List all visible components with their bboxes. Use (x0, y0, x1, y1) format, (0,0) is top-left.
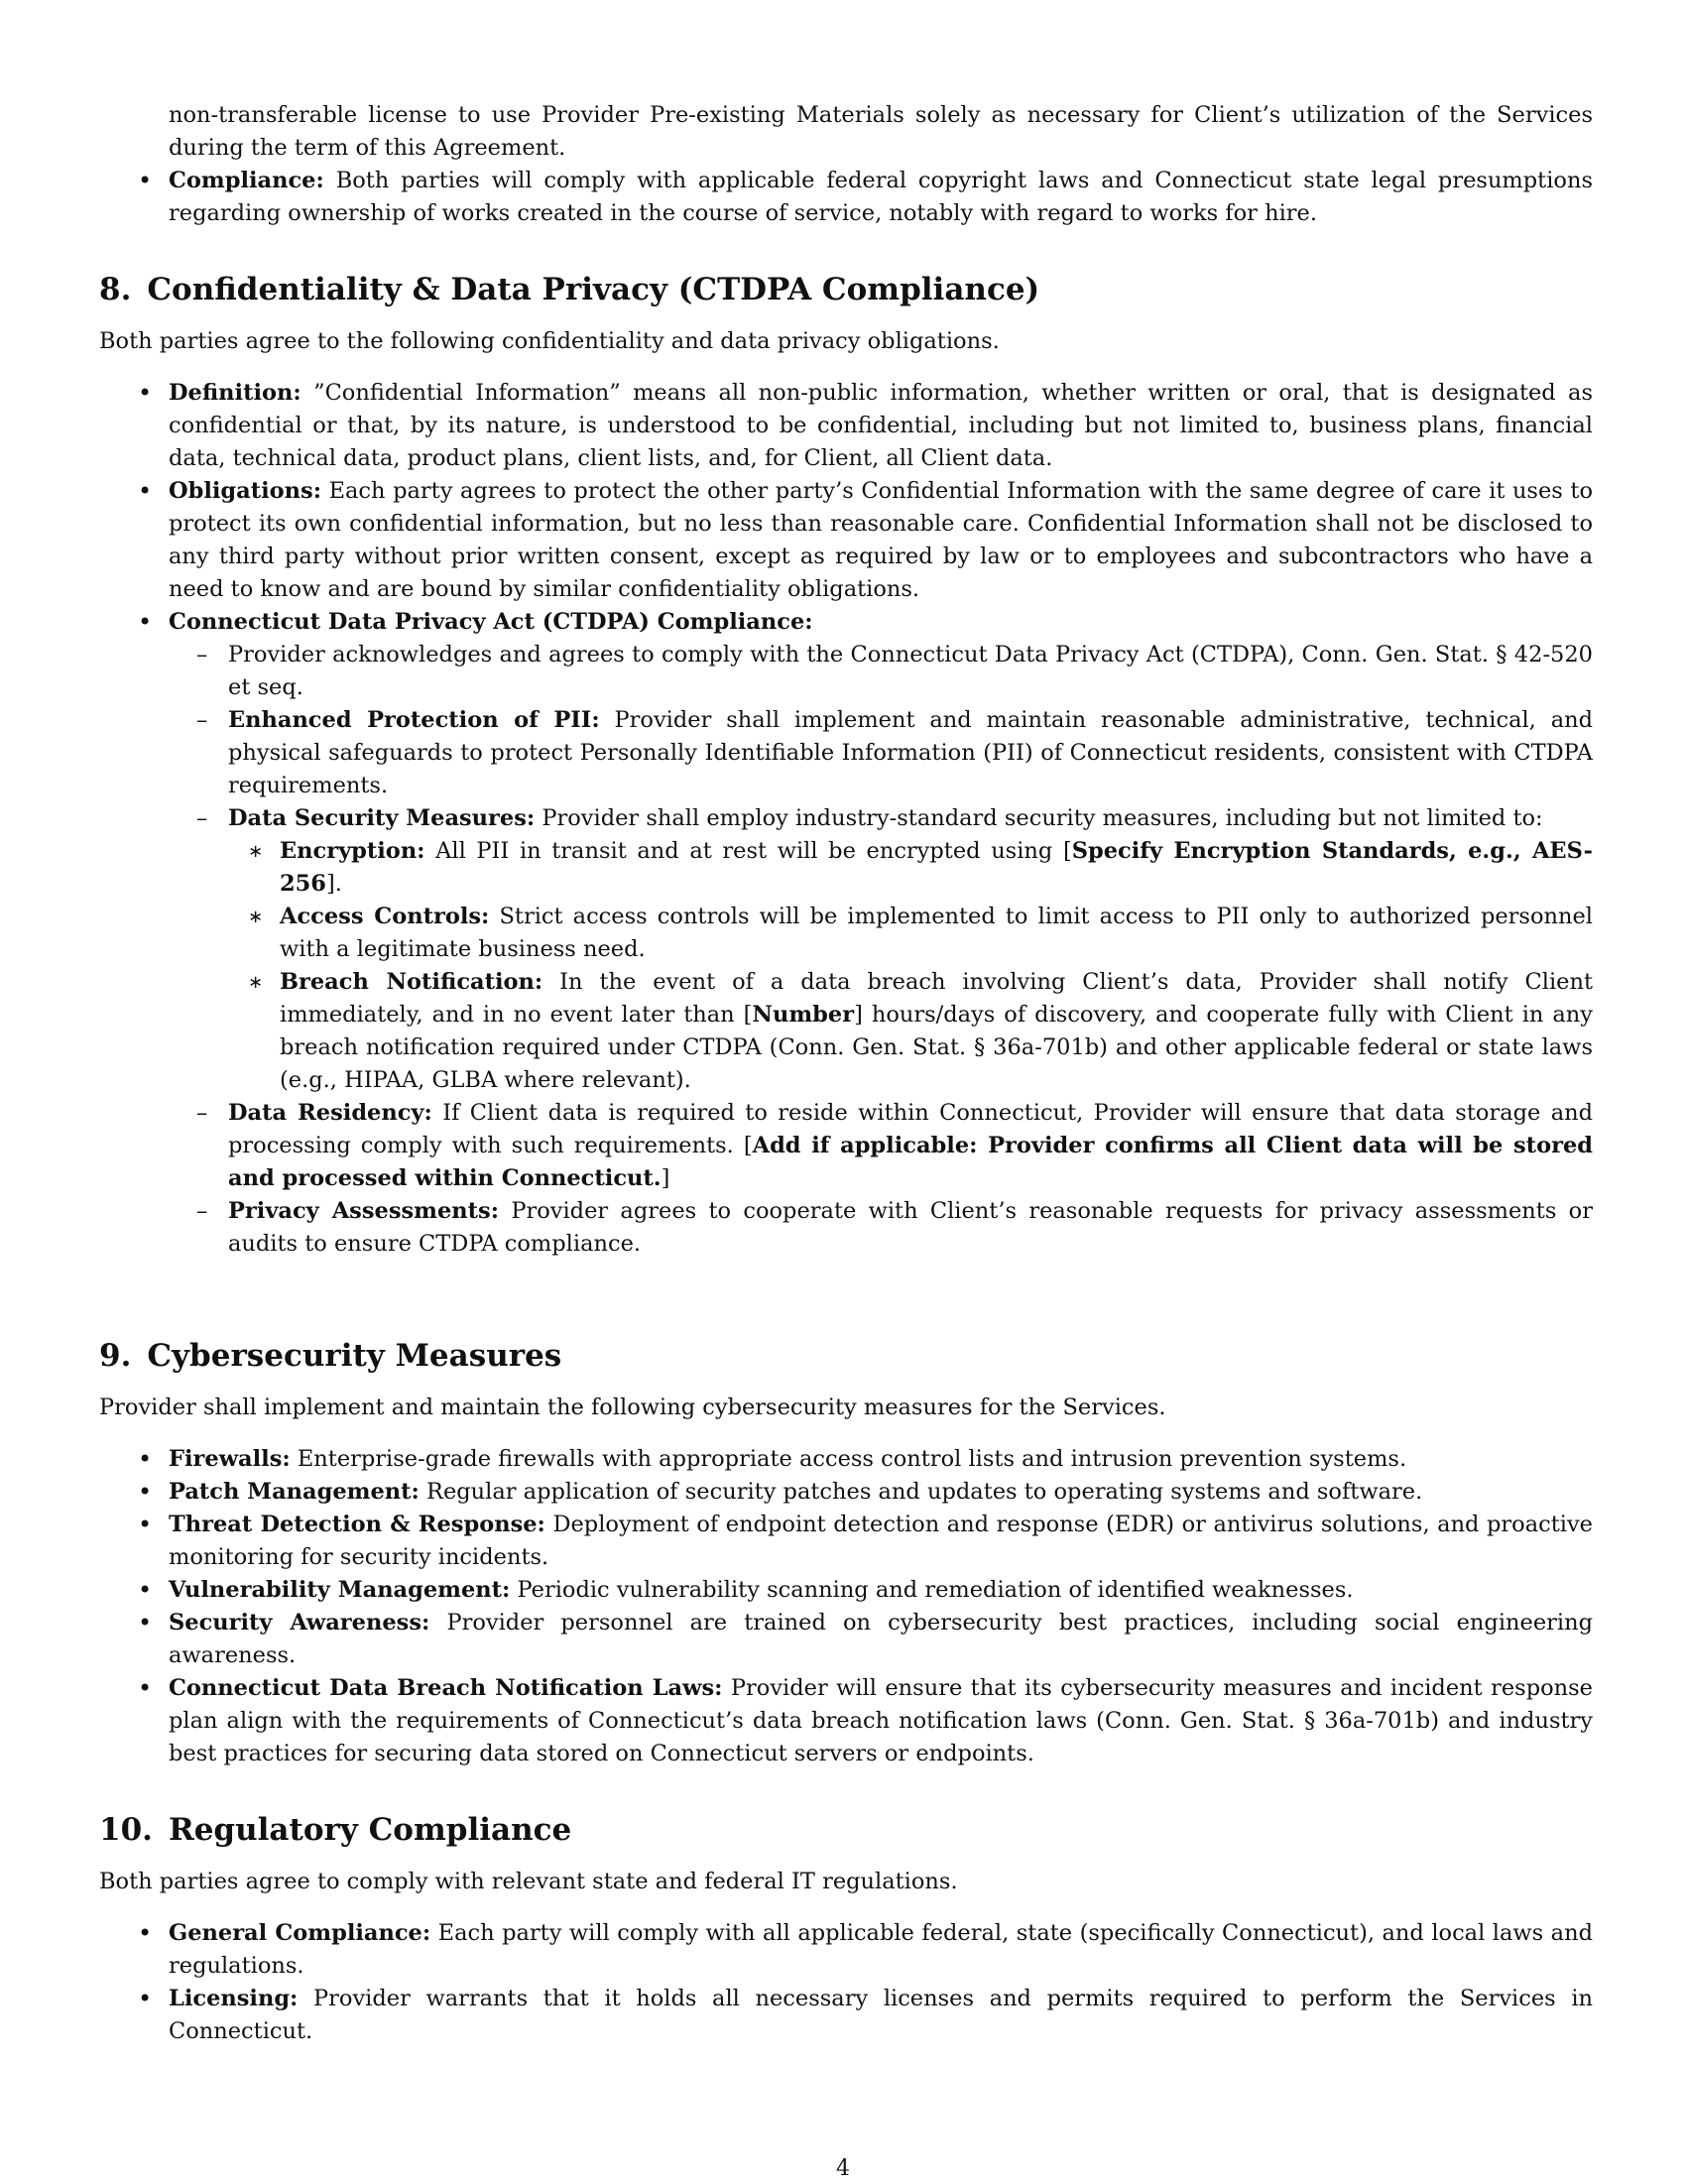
item-text: Each party agrees to protect the other party’s Confidential Information with the same degree of care it uses to protect its own confidential information, but no less than reasonable care. Confidential Information shall not be disclosed to any third party without prior written consent, except as required by law or to employees and subcontractors who have a need to know and are bound by similar confidentiality obligations. (169, 478, 1593, 602)
item-text: Strict access controls will be implemented to limit access to PII only to authorized personnel with a legitimate business need. (280, 904, 1594, 962)
item-label: Obligations: (169, 478, 322, 504)
item-label: Connecticut Data Breach Notification Laws: (169, 1675, 723, 1701)
list-item (0, 1672, 1593, 1770)
item-text: Provider warrants that it holds all necessary licenses and permits required to perform the Services in Connecticut. (169, 1986, 1594, 2044)
bullet-icon: • (138, 1511, 153, 1538)
item-label: General Compliance: (169, 1920, 431, 1946)
list-item (0, 1983, 1593, 2048)
list-item (0, 1917, 1593, 1983)
placeholder-text: Number (752, 1002, 855, 1028)
section-10-intro: Both parties agree to comply with relevant state and federal IT regulations. (99, 1869, 958, 1894)
sublist-item-acknowledgement (0, 639, 1593, 704)
item-label: Data Residency: (228, 1100, 432, 1126)
section-9-list (0, 1443, 1686, 1770)
list-item-definition (0, 377, 1593, 475)
item-text: Provider personnel are trained on cybersecurity best practices, including social engineering awareness. (169, 1610, 1593, 1668)
item-text: Provider shall implement and maintain reasonable administrative, technical, and physical safeguards to protect Personally Identifiable Information (PII) of Connecticut residents, consistent with CTDPA requirements. (228, 707, 1594, 798)
item-text: ”Confidential Information” means all non-public information, whether written or oral, that is designated as confidential or that, by its nature, is understood to be confidential, including but not limited to, business plans, financial data, technical data, product plans, client lists, and, for Client, all Client data. (169, 380, 1594, 471)
section-7-continuation (0, 99, 1686, 230)
sublist-item-pii (0, 704, 1593, 802)
dash-icon: – (196, 642, 208, 667)
section-number: 10. (99, 1812, 153, 1848)
item-text: ]. (325, 871, 342, 897)
section-8-body (0, 377, 1686, 1261)
item-text: All PII in transit and at rest will be encrypted using [ (435, 838, 1072, 864)
item-text: Provider acknowledges and agrees to comply with the Connecticut Data Privacy Act (CTDPA), Conn. Gen. Stat. § 42-520 et seq. (228, 642, 1593, 700)
item-label: Encryption: (280, 838, 425, 864)
placeholder-text: Specify Encryption Standards, e.g., AES-256 (280, 838, 1593, 897)
item-text: ] (661, 1165, 670, 1191)
subsublist-item-breach-notification (0, 966, 1593, 1097)
section-8-list (0, 377, 1686, 639)
section-number: 9. (99, 1338, 132, 1374)
item-label: Patch Management: (169, 1479, 420, 1505)
section-title: Confidentiality & Data Privacy (CTDPA Compliance) (147, 272, 1040, 307)
item-text: Provider will ensure that its cybersecurity measures and incident response plan align with the requirements of Connecticut’s data breach notification laws (Conn. Gen. Stat. § 36a-701b) and industry best practices for securing data stored on Connecticut servers or endpoints. (169, 1675, 1593, 1766)
list-item (0, 1443, 1593, 1476)
bullet-icon: • (138, 1674, 153, 1702)
bullet-icon: • (138, 1609, 153, 1637)
list-item (0, 1509, 1593, 1574)
item-text: Each party will comply with all applicable federal, state (specifically Connecticut), and local laws and regulations. (169, 1920, 1593, 1979)
item-text: Provider agrees to cooperate with Client’s reasonable requests for privacy assessments or audits to ensure CTDPA compliance. (228, 1198, 1593, 1257)
item-label: Connecticut Data Privacy Act (CTDPA) Compliance: (169, 609, 813, 635)
dash-icon: – (196, 1100, 208, 1126)
subsublist-item-access-controls (0, 901, 1593, 966)
list-item-ctdpa (0, 606, 1593, 639)
section-number: 8. (99, 272, 132, 307)
sublist-item-privacy-assessments (0, 1195, 1593, 1261)
subsublist-item-encryption (0, 835, 1593, 901)
section-9-heading (99, 1336, 561, 1376)
ctdpa-sublist (0, 639, 1686, 835)
item-text: Both parties will comply with applicable federal copyright laws and Connecticut state legal presumptions regarding ownership of works created in the course of service, notably with regard to works for hire. (169, 168, 1593, 226)
item-text: Regular application of security patches and updates to operating systems and software. (426, 1479, 1423, 1505)
section-10-body (0, 1917, 1686, 2048)
bullet-icon: • (138, 379, 153, 407)
item-label: Threat Detection & Response: (169, 1512, 545, 1537)
bullet-icon: • (138, 167, 153, 194)
item-label: Privacy Assessments: (228, 1198, 500, 1224)
sublist-item-data-residency (0, 1097, 1593, 1195)
continued-paragraph: non-transferable license to use Provider Pre-existing Materials solely as necessary for Client’s utilization of the Services during the term of this Agreement. (169, 102, 1593, 161)
item-text: Deployment of endpoint detection and response (EDR) or antivirus solutions, and proactive monitoring for security incidents. (169, 1512, 1594, 1570)
bullet-icon: • (138, 477, 153, 505)
placeholder-text: Add if applicable: Provider confirms all Client data will be stored and processed within Connecticut. (228, 1133, 1593, 1191)
section-9-intro: Provider shall implement and maintain the following cybersecurity measures for the Services. (99, 1395, 1166, 1420)
asterisk-icon: ∗ (248, 907, 264, 927)
item-text: Periodic vulnerability scanning and remediation of identified weaknesses. (517, 1577, 1354, 1603)
item-label: Compliance: (169, 168, 324, 193)
bullet-icon: • (138, 1478, 153, 1506)
bullet-icon: • (138, 1576, 153, 1604)
item-label: Access Controls: (280, 904, 490, 929)
list-item (0, 1476, 1593, 1509)
list-item (0, 1574, 1593, 1607)
dash-icon: – (196, 1198, 208, 1224)
security-measures-sublist (0, 835, 1686, 1097)
section-9-body (0, 1443, 1686, 1770)
bullet-icon: • (138, 1445, 153, 1473)
bullet-icon: • (138, 608, 153, 636)
item-label: Security Awareness: (169, 1610, 430, 1636)
asterisk-icon: ∗ (248, 972, 264, 993)
dash-icon: – (196, 805, 208, 831)
bullet-icon: • (138, 1985, 153, 2012)
section-title: Regulatory Compliance (168, 1812, 572, 1848)
item-text: In the event of a data breach involving Client’s data, Provider shall notify Client immediately, and in no event later than [ (280, 969, 1594, 1028)
ctdpa-sublist-continued (0, 1097, 1686, 1261)
item-label: Breach Notification: (280, 969, 543, 995)
bullet-icon: • (138, 1919, 153, 1947)
sublist-item-data-security (0, 802, 1593, 835)
item-label: Firewalls: (169, 1446, 291, 1472)
item-text: Enterprise-grade firewalls with appropriate access control lists and intrusion prevention systems. (297, 1446, 1407, 1472)
item-label: Data Security Measures: (228, 805, 536, 831)
item-text: ] hours/days of discovery, and cooperate fully with Client in any breach notification required under CTDPA (Conn. Gen. Stat. § 36a-701b) and other applicable federal or state laws (e.g., HIPAA, GLBA where relevant). (280, 1002, 1593, 1093)
asterisk-icon: ∗ (248, 841, 264, 862)
page-number: 4 (836, 2156, 850, 2181)
section-10-heading (99, 1810, 571, 1850)
section-8-heading (99, 270, 1039, 309)
section-10-list (0, 1917, 1686, 2048)
dash-icon: – (196, 707, 208, 733)
item-text: If Client data is required to reside within Connecticut, Provider will ensure that data storage and processing comply with such requirements. [ (228, 1100, 1593, 1158)
section-7-list (0, 165, 1686, 230)
item-label: Definition: (169, 380, 301, 406)
item-text: Provider shall employ industry-standard security measures, including but not limited to: (542, 805, 1543, 831)
list-item-obligations (0, 475, 1593, 606)
list-item-compliance (0, 165, 1593, 230)
item-label: Licensing: (169, 1986, 299, 2011)
section-title: Cybersecurity Measures (147, 1338, 562, 1374)
item-label: Enhanced Protection of PII: (228, 707, 600, 733)
item-label: Vulnerability Management: (169, 1577, 511, 1603)
section-8-intro: Both parties agree to the following confidentiality and data privacy obligations. (99, 328, 1000, 354)
list-item (0, 1607, 1593, 1672)
